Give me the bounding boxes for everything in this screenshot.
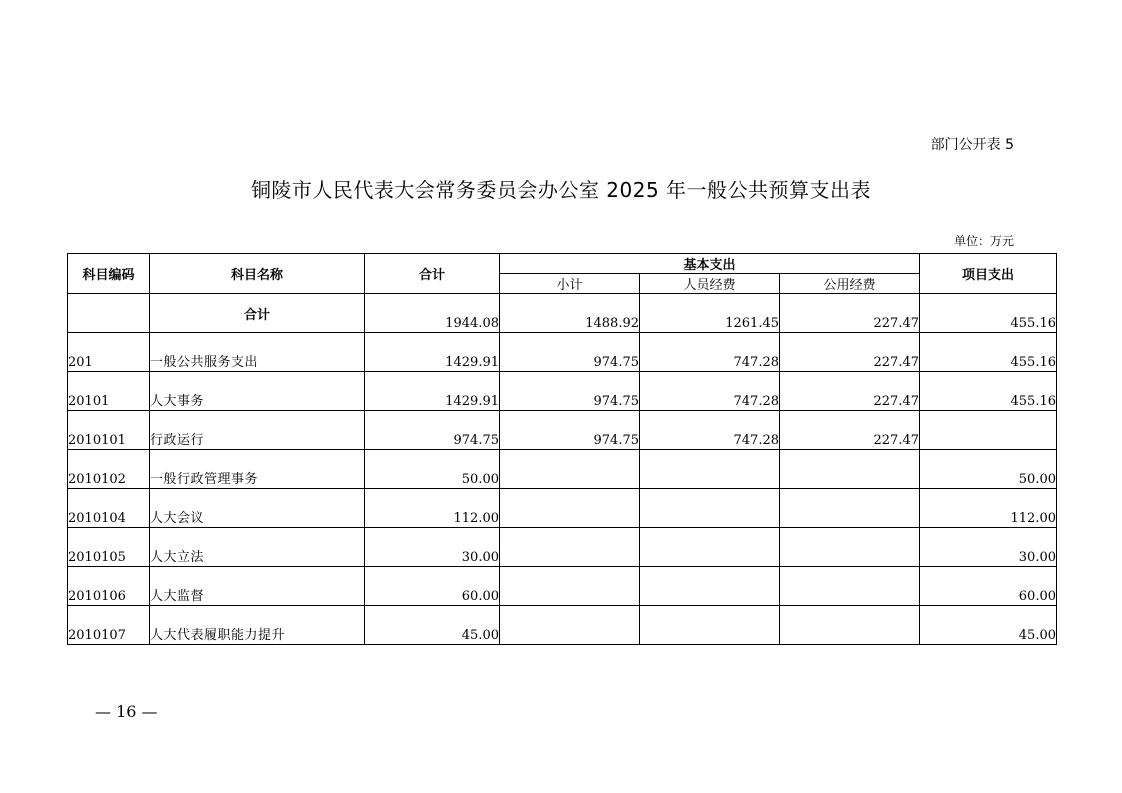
- cell-total: 1429.91: [365, 372, 500, 411]
- cell-code: 2010104: [68, 489, 150, 528]
- cell-public: 227.47: [780, 372, 920, 411]
- cell-public: [780, 450, 920, 489]
- cell-name: 人大会议: [150, 489, 365, 528]
- cell-public: [780, 606, 920, 645]
- total-row: [68, 294, 1057, 333]
- cell-name: 一般行政管理事务: [150, 450, 365, 489]
- cell-public: 227.47: [780, 294, 920, 333]
- cell-personnel: 1261.45: [640, 294, 780, 333]
- header-public: 公用经费: [780, 274, 920, 294]
- table-row: [68, 333, 1057, 372]
- cell-project: 30.00: [920, 528, 1057, 567]
- cell-total: 50.00: [365, 450, 500, 489]
- cell-project: 60.00: [920, 567, 1057, 606]
- table-row: [68, 489, 1057, 528]
- cell-name: 人大事务: [150, 372, 365, 411]
- table-row: [68, 528, 1057, 567]
- cell-name: 人大监督: [150, 567, 365, 606]
- table-row: [68, 411, 1057, 450]
- page-number: — 16 —: [95, 702, 158, 721]
- header-basic: 基本支出: [500, 254, 920, 274]
- cell-total: 30.00: [365, 528, 500, 567]
- cell-project: 455.16: [920, 333, 1057, 372]
- cell-name: 行政运行: [150, 411, 365, 450]
- header-code: 科目编码: [68, 254, 150, 294]
- header-project: 项目支出: [920, 254, 1057, 294]
- header-name: 科目名称: [150, 254, 365, 294]
- table-row: [68, 450, 1057, 489]
- cell-project: [920, 411, 1057, 450]
- cell-total: 112.00: [365, 489, 500, 528]
- cell-code: 2010105: [68, 528, 150, 567]
- cell-public: 227.47: [780, 333, 920, 372]
- cell-subtotal: 974.75: [500, 333, 640, 372]
- table-row: [68, 567, 1057, 606]
- header-total: 合计: [365, 254, 500, 294]
- cell-personnel: [640, 567, 780, 606]
- cell-name: 一般公共服务支出: [150, 333, 365, 372]
- cell-total: 1429.91: [365, 333, 500, 372]
- cell-total: 1944.08: [365, 294, 500, 333]
- cell-personnel: [640, 489, 780, 528]
- page-title: 铜陵市人民代表大会常务委员会办公室 2025 年一般公共预算支出表: [250, 178, 872, 202]
- cell-subtotal: 974.75: [500, 372, 640, 411]
- cell-code: [68, 294, 150, 333]
- cell-personnel: 747.28: [640, 333, 780, 372]
- cell-code: 2010106: [68, 567, 150, 606]
- cell-name: 合计: [150, 294, 365, 333]
- cell-total: 974.75: [365, 411, 500, 450]
- header-personnel: 人员经费: [640, 274, 780, 294]
- cell-personnel: 747.28: [640, 372, 780, 411]
- cell-project: 112.00: [920, 489, 1057, 528]
- header-subtotal: 小计: [500, 274, 640, 294]
- cell-public: 227.47: [780, 411, 920, 450]
- cell-personnel: [640, 528, 780, 567]
- cell-subtotal: [500, 489, 640, 528]
- cell-total: 45.00: [365, 606, 500, 645]
- cell-name: 人大立法: [150, 528, 365, 567]
- cell-project: 455.16: [920, 294, 1057, 333]
- cell-code: 2010102: [68, 450, 150, 489]
- cell-subtotal: [500, 606, 640, 645]
- header-row-1: [68, 254, 1057, 274]
- cell-name: 人大代表履职能力提升: [150, 606, 365, 645]
- budget-table: [67, 253, 1057, 645]
- table-row: [68, 606, 1057, 645]
- cell-public: [780, 489, 920, 528]
- cell-code: 20101: [68, 372, 150, 411]
- cell-total: 60.00: [365, 567, 500, 606]
- cell-personnel: 747.28: [640, 411, 780, 450]
- cell-public: [780, 567, 920, 606]
- table-body: [68, 294, 1057, 645]
- cell-project: 455.16: [920, 372, 1057, 411]
- cell-subtotal: [500, 528, 640, 567]
- cell-personnel: [640, 450, 780, 489]
- cell-code: 2010107: [68, 606, 150, 645]
- cell-subtotal: [500, 450, 640, 489]
- cell-code: 2010101: [68, 411, 150, 450]
- cell-subtotal: 974.75: [500, 411, 640, 450]
- cell-project: 50.00: [920, 450, 1057, 489]
- cell-project: 45.00: [920, 606, 1057, 645]
- table-tag: 部门公开表 5: [930, 137, 1014, 153]
- cell-public: [780, 528, 920, 567]
- table-row: [68, 372, 1057, 411]
- cell-subtotal: 1488.92: [500, 294, 640, 333]
- cell-personnel: [640, 606, 780, 645]
- unit-label: 单位：万元: [953, 234, 1014, 248]
- cell-code: 201: [68, 333, 150, 372]
- cell-subtotal: [500, 567, 640, 606]
